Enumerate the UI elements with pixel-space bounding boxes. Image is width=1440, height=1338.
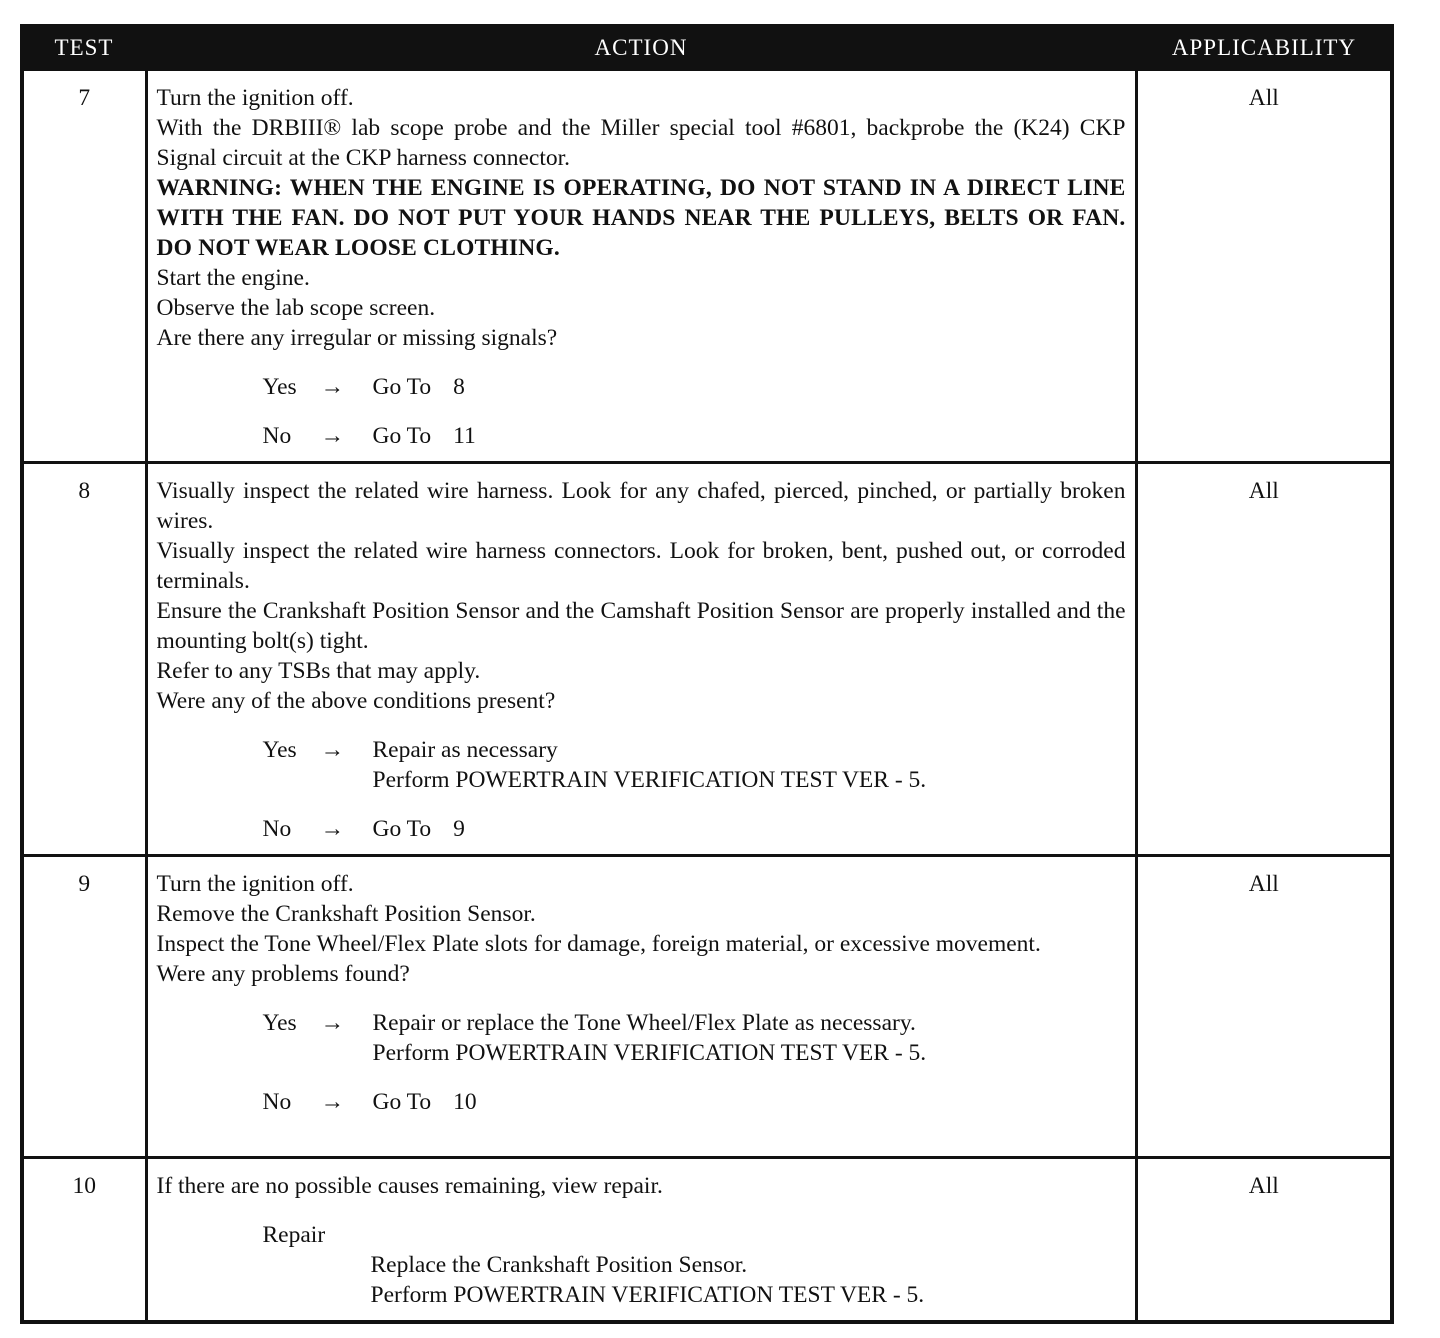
outcome-no: [263, 814, 1126, 844]
header-action: ACTION: [146, 26, 1136, 70]
outcome-line: Repair as necessary: [372, 737, 558, 763]
diagnostic-test-table: [20, 24, 1394, 1324]
repair-label: Repair: [262, 1222, 326, 1248]
outcome-line: Repair or replace the Tone Wheel/Flex Plate as necessary.: [372, 1010, 916, 1036]
header-applicability: APPLICABILITY: [1136, 26, 1392, 70]
applicability-value: All: [1136, 856, 1392, 1158]
right-arrow-icon: →: [320, 1089, 344, 1115]
action-cell: [146, 1158, 1136, 1323]
step-text: Refer to any TSBs that may apply.: [156, 658, 481, 684]
outcome-yes: [263, 1008, 1126, 1068]
outcome-label: No: [262, 1089, 292, 1115]
outcome-label: Yes: [262, 737, 297, 763]
step-text: Turn the ignition off.: [156, 871, 354, 897]
step-text: If there are no possible causes remaining, view repair.: [156, 1173, 663, 1199]
table-row-test-8: [22, 463, 1392, 856]
header-row: [22, 26, 1392, 70]
table-row-test-7: [22, 70, 1392, 463]
outcome-line: Perform POWERTRAIN VERIFICATION TEST VER - 5.: [372, 767, 927, 793]
outcome-label: Yes: [262, 1010, 297, 1036]
outcome-goto: [373, 1087, 1126, 1117]
outcomes: [157, 735, 1126, 844]
test-number: 7: [22, 70, 146, 463]
goto-text: Go To: [372, 816, 432, 842]
diagnostic-procedure-sheet: [20, 24, 1390, 1324]
step-text: Observe the lab scope screen.: [156, 295, 436, 321]
outcome-instructions: [373, 1008, 1126, 1068]
step-text: Start the engine.: [156, 265, 310, 291]
outcome-label: Yes: [262, 374, 297, 400]
action-cell: [146, 856, 1136, 1158]
step-text: Turn the ignition off.: [156, 85, 354, 111]
outcome-goto: [373, 421, 1126, 451]
outcome-goto: [373, 372, 1126, 402]
outcome-no: [263, 1087, 1126, 1117]
outcomes: [157, 372, 1126, 451]
test-number: 10: [22, 1158, 146, 1323]
step-text: Were any of the above conditions present?: [156, 688, 556, 714]
step-text: Remove the Crankshaft Position Sensor.: [156, 901, 536, 927]
outcome-instructions: [373, 735, 1126, 795]
goto-target: 11: [453, 423, 476, 449]
outcome-no: [263, 421, 1126, 451]
right-arrow-icon: →: [320, 1010, 344, 1036]
applicability-value: All: [1136, 70, 1392, 463]
table-row-test-9: [22, 856, 1392, 1158]
repair-block: [263, 1220, 1126, 1310]
outcomes: [157, 1008, 1126, 1117]
step-text: Are there any irregular or missing signals?: [156, 325, 558, 351]
goto-target: 10: [453, 1089, 477, 1115]
right-arrow-icon: →: [320, 374, 344, 400]
action-cell: [146, 70, 1136, 463]
step-text: Visually inspect the related wire harness connectors. Look for broken, bent, pushed out, or corroded terminals.: [156, 538, 1126, 594]
test-number: 8: [22, 463, 146, 856]
repair-steps: [371, 1250, 1126, 1310]
step-text: Ensure the Crankshaft Position Sensor and the Camshaft Position Sensor are properly installed and the mounting bolt(s) tight.: [156, 598, 1126, 654]
goto-target: 9: [453, 816, 465, 842]
outcome-goto: [373, 814, 1126, 844]
step-text: Were any problems found?: [156, 961, 410, 987]
action-cell: [146, 463, 1136, 856]
outcome-yes: [263, 735, 1126, 795]
header-test: TEST: [22, 26, 146, 70]
outcome-line: Perform POWERTRAIN VERIFICATION TEST VER - 5.: [372, 1040, 927, 1066]
warning-text: WARNING: WHEN THE ENGINE IS OPERATING, DO NOT STAND IN A DIRECT LINE WITH THE FAN. DO NOT PUT YOUR HANDS NEAR THE PULLEYS, BELTS OR FAN. DO NOT WEAR LOOSE CLOTHING.: [156, 175, 1126, 261]
right-arrow-icon: →: [320, 737, 344, 763]
outcome-label: No: [262, 423, 292, 449]
goto-text: Go To: [372, 1089, 432, 1115]
repair-line: Perform POWERTRAIN VERIFICATION TEST VER - 5.: [370, 1282, 925, 1308]
right-arrow-icon: →: [320, 816, 344, 842]
step-text: Visually inspect the related wire harness. Look for any chafed, pierced, pinched, or partially broken wires.: [156, 478, 1126, 534]
table-row-test-10: [22, 1158, 1392, 1323]
right-arrow-icon: →: [320, 423, 344, 449]
applicability-value: All: [1136, 463, 1392, 856]
outcome-yes: [263, 372, 1126, 402]
goto-target: 8: [453, 374, 465, 400]
step-text: With the DRBIII® lab scope probe and the Miller special tool #6801, backprobe the (K24) CKP Signal circuit at the CKP harness connector.: [156, 115, 1126, 171]
test-number: 9: [22, 856, 146, 1158]
applicability-value: All: [1136, 1158, 1392, 1323]
goto-text: Go To: [372, 374, 432, 400]
goto-text: Go To: [372, 423, 432, 449]
step-text: Inspect the Tone Wheel/Flex Plate slots for damage, foreign material, or excessive movement.: [156, 931, 1041, 957]
repair-line: Replace the Crankshaft Position Sensor.: [370, 1252, 748, 1278]
table-header: [22, 26, 1392, 70]
outcome-label: No: [262, 816, 292, 842]
